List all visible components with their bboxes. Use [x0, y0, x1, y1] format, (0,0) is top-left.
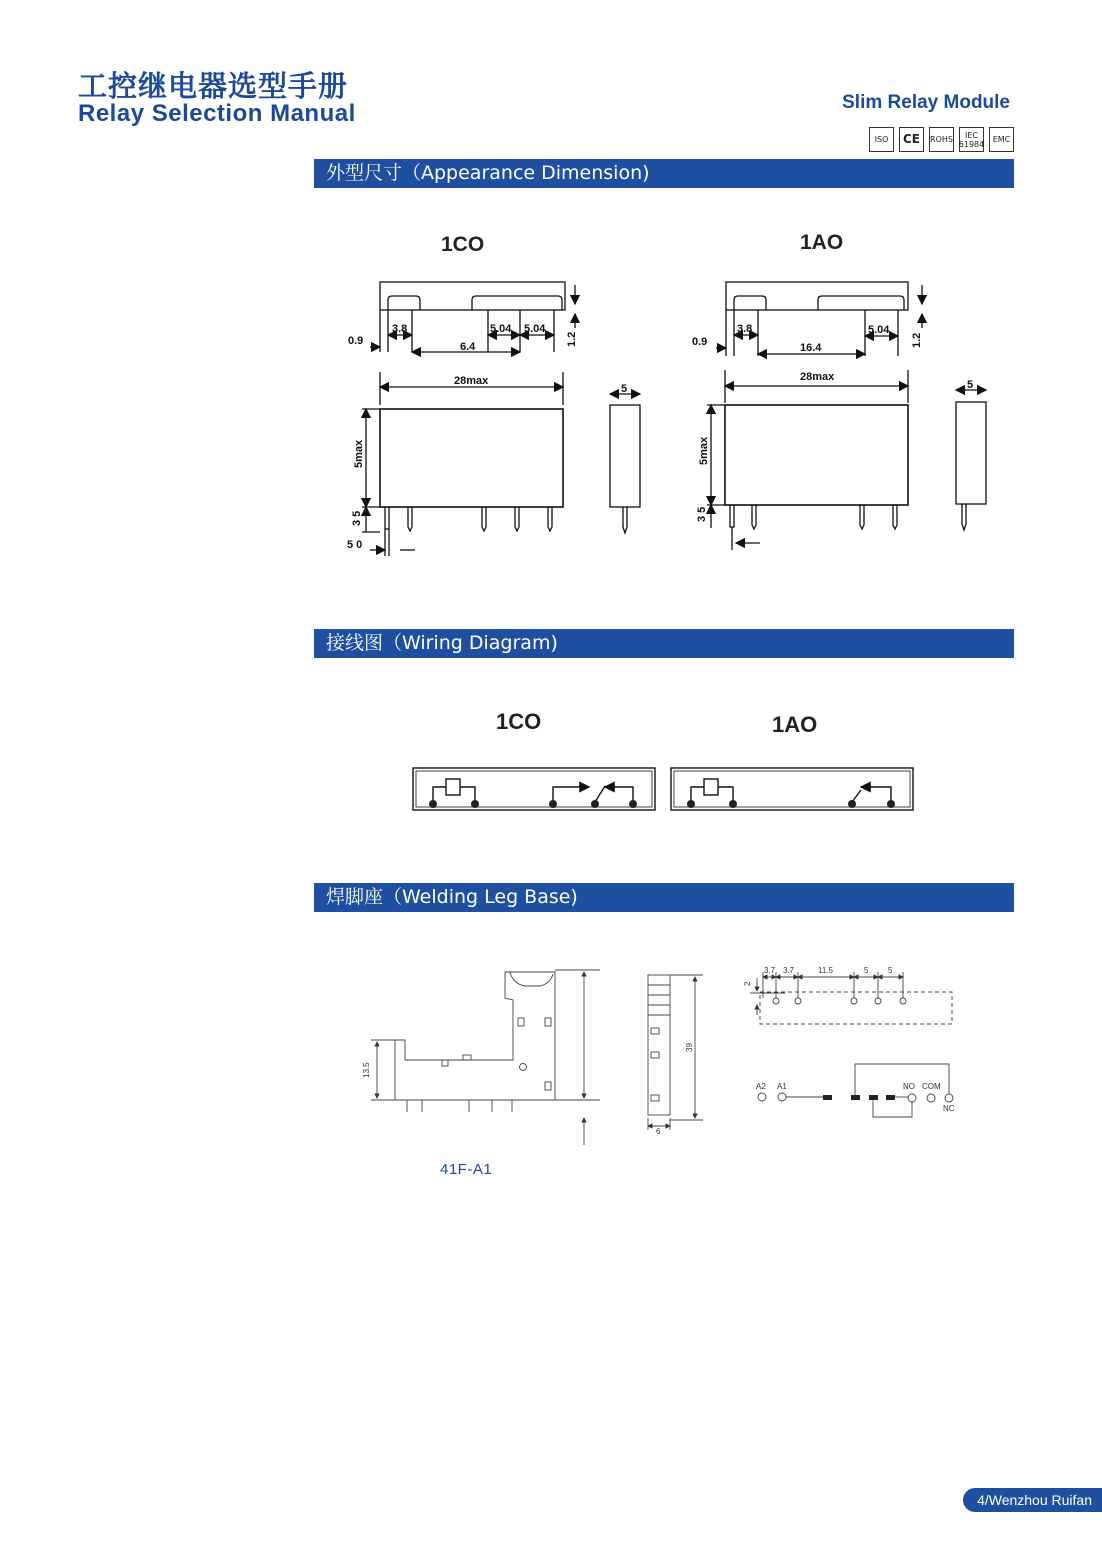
dim-1ao-1-2: 1.2 [911, 332, 923, 348]
terminal-a1: A1 [777, 1082, 787, 1091]
dim-base-5a: 5 [864, 966, 869, 975]
dim-1co-1-2: 1.2 [566, 331, 578, 347]
base-model-caption: 41F-A1 [440, 1161, 493, 1178]
wiring-diagram [405, 760, 925, 820]
base-side-outline [648, 975, 670, 1115]
relay-1ao-side-view [956, 402, 986, 504]
dim-base-39: 39 [685, 1043, 694, 1052]
welding-base-drawing [355, 960, 975, 1155]
manual-title-cn: 工控继电器选型手册 [78, 69, 349, 103]
dim-base-3-7b: 3.7 [783, 966, 795, 975]
dim-1co-side-5: 5 [621, 383, 628, 395]
dim-1co-5max: 5max [353, 439, 365, 468]
dim-base-6: 6 [656, 1127, 661, 1136]
dim-1ao-side-5: 5 [967, 379, 974, 391]
dim-1co-5-04a: 5.04 [490, 323, 512, 335]
appearance-label-1ao: 1AO [800, 231, 844, 254]
appearance-label-1co: 1CO [441, 233, 485, 256]
ce-cert-icon: CE [899, 127, 924, 152]
dim-1co-28max: 28max [454, 375, 489, 387]
dim-1co-3-5: 3 5 [351, 510, 363, 526]
hole-layout-outline [760, 992, 952, 1024]
wiring-label-1ao: 1AO [772, 712, 818, 737]
dim-base-5b: 5 [888, 966, 893, 975]
dim-1co-5-0: 5 0 [347, 539, 363, 551]
page-footer: 4/Wenzhou Ruifan [963, 1488, 1102, 1512]
dim-base-2: 2 [743, 981, 752, 986]
wiring-label-1co: 1CO [496, 709, 542, 734]
iec-cert-icon: IEC 61984 [959, 127, 984, 152]
base-front-outline [395, 972, 555, 1100]
dim-base-11-5: 11.5 [818, 966, 833, 975]
appearance-drawing [330, 270, 1030, 570]
relay-1ao-front-view [725, 405, 908, 505]
dim-1ao-0-9: 0.9 [692, 336, 708, 348]
iso-cert-icon: ISO [869, 127, 894, 152]
wiring-1co-frame [413, 768, 655, 810]
dim-1ao-5max: 5max [698, 436, 710, 465]
dim-1co-0-9: 0.9 [348, 335, 364, 347]
terminal-nc: NC [943, 1104, 955, 1113]
product-name: Slim Relay Module [842, 92, 1010, 113]
dim-1ao-5-04: 5.04 [868, 324, 890, 336]
dim-1ao-28max: 28max [800, 371, 835, 383]
rohs-cert-icon: ROHS [929, 127, 954, 152]
manual-title-en: Relay Selection Manual [78, 100, 356, 127]
emc-cert-icon: EMC [989, 127, 1014, 152]
terminal-no: NO [903, 1082, 915, 1091]
dim-1co-3-8: 3.8 [392, 323, 408, 335]
base-heading: 焊脚座（Welding Leg Base) [314, 883, 1014, 912]
appearance-heading: 外型尺寸（Appearance Dimension) [314, 159, 1014, 188]
wiring-1ao-frame [671, 768, 913, 810]
terminal-a2: A2 [756, 1082, 766, 1091]
relay-1co-side-view [610, 405, 640, 507]
dim-1ao-16-4: 16.4 [800, 342, 822, 354]
dim-1ao-3-8: 3.8 [737, 323, 753, 335]
dim-base-3-7a: 3.7 [764, 966, 776, 975]
dim-1co-6-4: 6.4 [460, 341, 476, 353]
dim-base-13-5: 13.5 [362, 1062, 371, 1078]
certification-icons [869, 127, 1014, 152]
wiring-heading: 接线图（Wiring Diagram) [314, 629, 1014, 658]
dim-1co-5-04b: 5.04 [524, 323, 546, 335]
relay-1co-front-view [380, 409, 563, 507]
dim-1ao-3-5: 3 5 [696, 506, 708, 522]
terminal-com: COM [922, 1082, 941, 1091]
